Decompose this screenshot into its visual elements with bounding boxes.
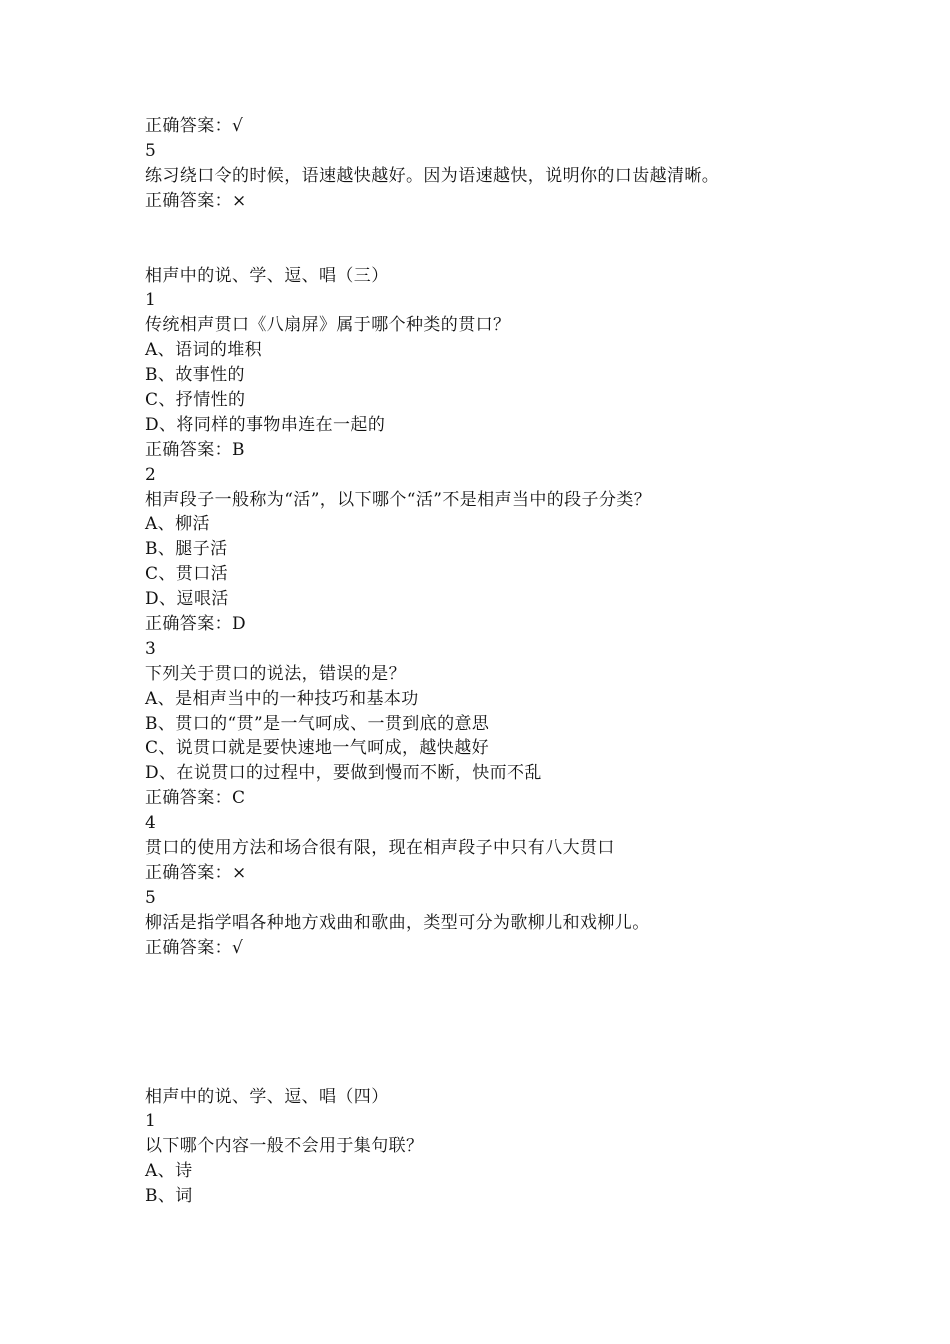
option-d: D、逗哏活	[145, 589, 229, 610]
question-number: 3	[145, 638, 157, 659]
answer-line: 正确答案：C	[145, 788, 246, 809]
question-number: 2	[145, 464, 157, 485]
question-text: 下列关于贯口的说法，错误的是？	[145, 663, 406, 684]
answer-line: 正确答案：×	[145, 862, 247, 883]
question-text: 相声段子一般称为“活”，以下哪个“活”不是相声当中的段子分类？	[145, 489, 652, 510]
question-text: 练习绕口令的时候，语速越快越好。因为语速越快，说明你的口齿越清晰。	[145, 165, 720, 186]
option-d: D、将同样的事物串连在一起的	[145, 414, 386, 435]
option-a: A、语词的堆积	[145, 340, 263, 361]
option-c: C、贯口活	[145, 564, 229, 585]
section-spacer	[145, 214, 925, 264]
document-page	[145, 114, 925, 1209]
option-a: A、柳活	[145, 514, 210, 535]
option-c: C、抒情性的	[145, 390, 246, 411]
option-c: C、说贯口就是要快速地一气呵成，越快越好	[145, 738, 490, 759]
answer-line: 正确答案：√	[145, 937, 244, 958]
section-title: 相声中的说、学、逗、唱（三）	[145, 265, 389, 286]
answer-line: 正确答案：D	[145, 614, 247, 635]
section-title: 相声中的说、学、逗、唱（四）	[145, 1086, 389, 1107]
question-number: 5	[145, 887, 157, 908]
option-d: D、在说贯口的过程中，要做到慢而不断，快而不乱	[145, 763, 542, 784]
option-b: B、词	[145, 1186, 193, 1207]
option-b: B、腿子活	[145, 539, 228, 560]
question-number: 1	[145, 290, 157, 311]
answer-line: 正确答案：×	[145, 190, 247, 211]
option-a: A、诗	[145, 1161, 193, 1182]
answer-line: 正确答案：√	[145, 116, 244, 136]
option-b: B、故事性的	[145, 365, 245, 386]
question-number: 4	[145, 813, 157, 834]
question-number: 5	[145, 140, 157, 161]
question-text: 以下哪个内容一般不会用于集句联？	[145, 1136, 424, 1157]
question-text: 传统相声贯口《八扇屏》属于哪个种类的贯口？	[145, 315, 511, 336]
option-b: B、贯口的“贯”是一气呵成、一贯到底的意思	[145, 713, 490, 734]
question-number: 1	[145, 1111, 157, 1132]
answer-line: 正确答案：B	[145, 439, 245, 460]
question-text: 柳活是指学唱各种地方戏曲和歌曲，类型可分为歌柳儿和戏柳儿。	[145, 912, 650, 933]
section-spacer	[145, 961, 925, 1085]
question-text: 贯口的使用方法和场合很有限，现在相声段子中只有八大贯口	[145, 838, 615, 859]
option-a: A、是相声当中的一种技巧和基本功	[145, 688, 419, 709]
